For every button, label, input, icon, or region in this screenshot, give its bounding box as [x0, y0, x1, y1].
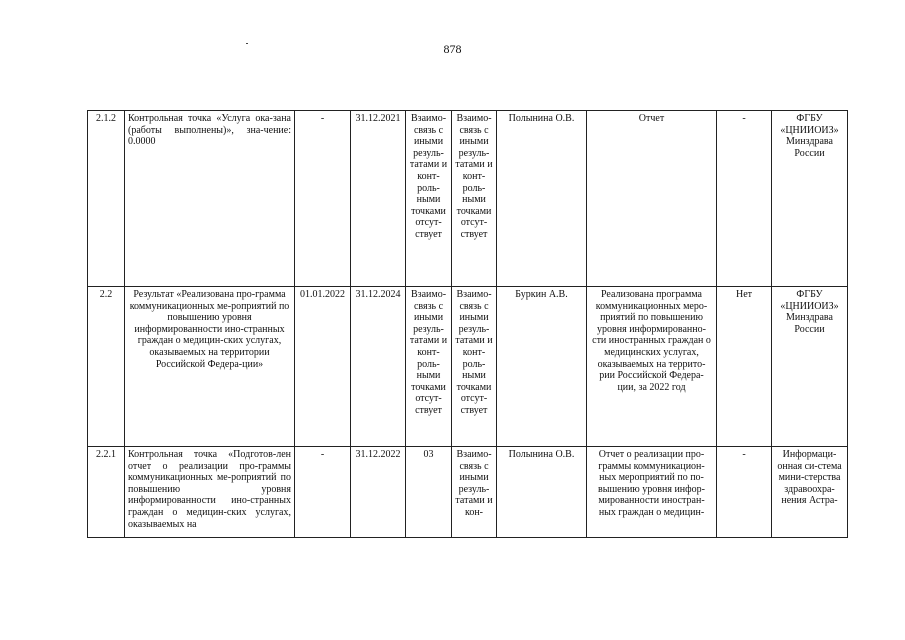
- row-start-date: -: [295, 447, 351, 538]
- row-level: Нет: [717, 287, 772, 447]
- row-level: -: [717, 111, 772, 287]
- page-number: 878: [443, 42, 462, 56]
- table-row: [88, 447, 848, 538]
- row-predecessor: 03: [406, 447, 452, 538]
- row-predecessor: Взаимо-связь с иными резуль-татами и конт-роль-ными точками отсут-ствует: [406, 287, 452, 447]
- row-number: 2.2.1: [88, 447, 125, 538]
- row-info-system: Информаци-онная си-стема мини-стерства здравоохра-нения Астра-: [772, 447, 848, 538]
- row-result: Реализована программа коммуникационных меро-приятий по повышению уровня информированно-сти иностранных граждан о медицинских услугах, оказываемых на террито-рии Российской Федера-ции, за 2022 год: [587, 287, 717, 447]
- row-successor: Взаимо-связь с иными резуль-татами и конт-роль-ными точками отсут-ствует: [452, 111, 497, 287]
- row-info-system: ФГБУ «ЦНИИОИЗ» Минздрава России: [772, 287, 848, 447]
- row-number: 2.1.2: [88, 111, 125, 287]
- row-name: Контрольная точка «Услуга ока-зана (работы выполнены)», зна-чение: 0.0000: [125, 111, 295, 287]
- row-responsible: Полынина О.В.: [497, 447, 587, 538]
- row-end-date: 31.12.2021: [351, 111, 406, 287]
- row-responsible: Полынина О.В.: [497, 111, 587, 287]
- row-level: -: [717, 447, 772, 538]
- row-name: Результат «Реализована про-грамма коммуникационных ме-роприятий по повышению уровня информированности ино-странных граждан о медицин-ских услугах, оказываемых на территории Российской Федера-ции»: [125, 287, 295, 447]
- row-result: Отчет о реализации про-граммы коммуникацион-ных мероприятий по по-вышению уровня инфор-мированности иностран-ных граждан о медицин-: [587, 447, 717, 538]
- row-number: 2.2: [88, 287, 125, 447]
- row-start-date: -: [295, 111, 351, 287]
- table-row: [88, 287, 848, 447]
- plan-table: [87, 110, 848, 538]
- row-end-date: 31.12.2022: [351, 447, 406, 538]
- row-name: Контрольная точка «Подготов-лен отчет о реализации про-граммы коммуникационных ме-роприятий по повышению уровня информированности ино-странных граждан о медицин-ских услугах, оказываемых на: [125, 447, 295, 538]
- table-row: [88, 111, 848, 287]
- row-start-date: 01.01.2022: [295, 287, 351, 447]
- row-info-system: ФГБУ «ЦНИИОИЗ» Минздрава России: [772, 111, 848, 287]
- row-successor: Взаимо-связь с иными резуль-татами и конт-роль-ными точками отсут-ствует: [452, 287, 497, 447]
- scan-speck: [246, 43, 248, 44]
- row-result: Отчет: [587, 111, 717, 287]
- row-responsible: Буркин А.В.: [497, 287, 587, 447]
- row-end-date: 31.12.2024: [351, 287, 406, 447]
- row-predecessor: Взаимо-связь с иными резуль-татами и конт-роль-ными точками отсут-ствует: [406, 111, 452, 287]
- row-successor: Взаимо-связь с иными резуль-татами и кон-: [452, 447, 497, 538]
